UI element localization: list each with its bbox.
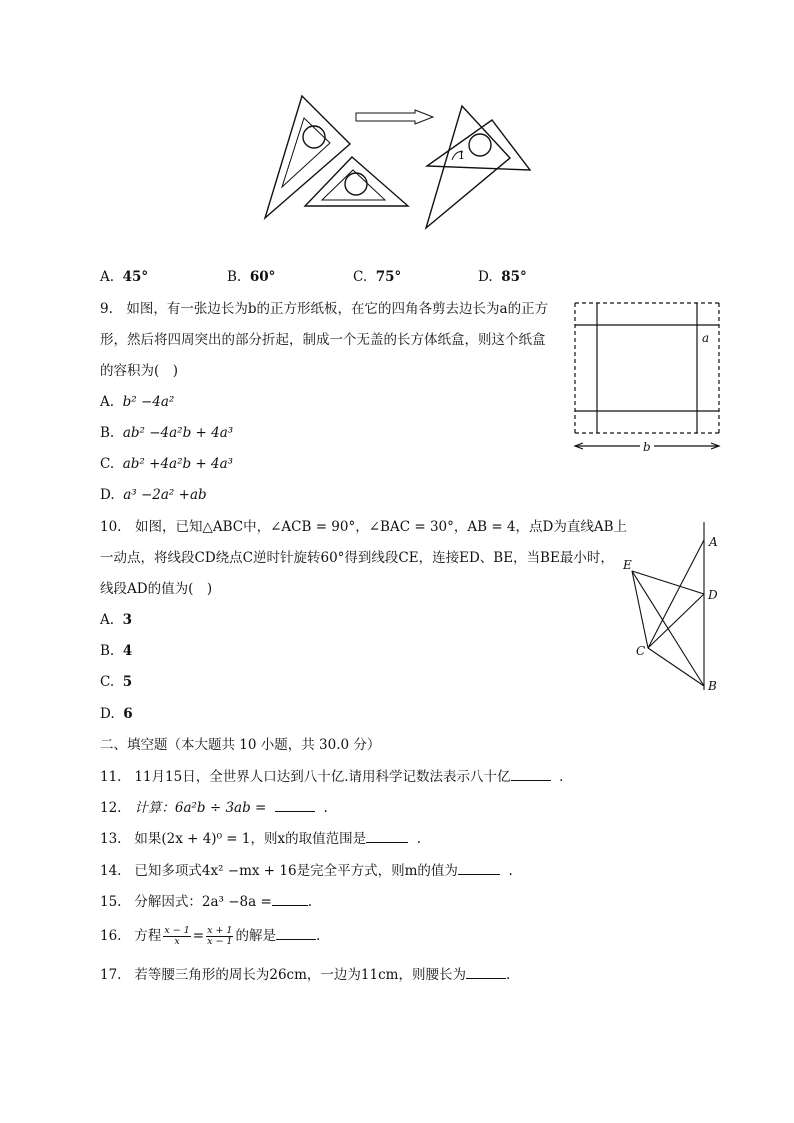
q10-option-c[interactable] [100,673,132,691]
label-D: D [708,588,718,602]
option-letter: C. [353,269,368,285]
denominator: x − 1 [207,936,233,947]
question-text: 计算：6a²b ÷ 3ab = [134,800,267,816]
period: . [505,967,511,983]
denominator: x [174,936,180,947]
period: . [559,769,564,785]
q10-option-b[interactable] [100,642,132,660]
option-text: 3 [122,612,133,628]
option-text: a³ −2a² +ab [123,487,207,503]
arrow-right-icon [356,110,433,124]
q8-option-a[interactable] [100,268,148,286]
label-B: B [708,679,717,693]
q17 [100,966,510,984]
question-number: 16. [100,928,122,944]
option-letter: B. [100,425,115,441]
q8-figure [255,88,465,233]
option-letter: B. [227,269,242,285]
set-square-middle-hole [345,173,367,195]
question-number: 12. [100,800,122,816]
q9-option-d[interactable] [100,486,207,504]
q11 [100,768,563,786]
q14 [100,862,513,880]
period: . [416,831,421,847]
set-square-right-2 [427,120,530,170]
fraction-left [163,926,190,947]
angle-label-1: 1 [458,149,465,162]
option-text: ab² −4a²b + 4a³ [122,425,234,441]
option-letter: D. [478,269,493,285]
question-text: 如果(2x + 4)⁰ = 1，则x的取值范围是 [134,831,367,847]
period: . [323,800,328,816]
label-b: b [643,440,651,454]
question-text-pre: 方程 [134,928,162,944]
label-C: C [636,644,646,658]
q9-stem-line3: 的容积为( ) [100,363,179,379]
question-text: 若等腰三角形的周长为26cm，一边为11cm，则腰长为 [134,967,466,983]
question-number: 11. [100,769,122,785]
option-text: 75° [375,269,402,285]
fraction-right [206,926,233,947]
answer-blank[interactable] [458,862,500,875]
question-text: 已知多项式4x² −mx + 16是完全平方式，则m的值为 [134,863,458,879]
option-text: ab² +4a²b + 4a³ [122,456,234,472]
answer-blank[interactable] [366,830,408,843]
option-letter: C. [100,674,115,690]
question-text: 分解因式：2a³ −8a = [134,894,272,910]
set-square-right-hole [469,134,491,156]
q10-option-a[interactable] [100,611,132,629]
q9-option-a[interactable] [100,393,174,411]
answer-blank[interactable] [466,966,506,979]
q9-figure [570,298,725,458]
option-letter: B. [100,643,115,659]
option-text: 4 [122,643,133,659]
q10-figure [618,518,724,700]
q13 [100,830,421,848]
option-text: 6 [123,706,133,722]
option-letter: C. [100,456,115,472]
q9-option-c[interactable] [100,455,233,473]
option-text: 60° [249,269,276,285]
q10-stem-line2: 一动点，将线段CD绕点C逆时针旋转60°得到线段CE，连接ED、BE，当BE最小时， [100,550,614,566]
q9-stem-line1: 9. 如图，有一张边长为b的正方形纸板，在它的四角各剪去边长为a的正方 [100,301,549,317]
q10-stem-line1: 10. 如图，已知△ABC中，∠ACB = 90°，∠BAC = 30°，AB = 4，点D为直线AB上 [100,519,628,535]
question-text-post: 的解是 [235,928,276,944]
label-E: E [623,558,632,572]
q8-option-c[interactable] [353,268,401,286]
equals-sign: = [192,928,205,944]
section-heading: 二、填空题（本大题共 10 小题，共 30.0 分） [100,737,381,753]
q8-option-d[interactable] [478,268,527,286]
option-text: 5 [122,674,133,690]
answer-blank[interactable] [272,893,308,906]
period: . [307,894,313,910]
option-letter: A. [100,394,115,410]
numerator: x − 1 [164,925,190,936]
option-text: 45° [122,269,149,285]
option-letter: D. [100,706,115,722]
q10-option-d[interactable] [100,705,133,723]
numerator: x + 1 [207,925,233,936]
option-text: 85° [501,269,527,285]
q16 [100,926,320,947]
period: . [508,863,513,879]
question-number: 17. [100,967,122,983]
answer-blank[interactable] [276,927,316,940]
option-letter: A. [100,612,115,628]
set-square-middle [305,157,408,206]
answer-blank[interactable] [511,768,551,781]
option-letter: A. [100,269,115,285]
question-number: 14. [100,863,122,879]
period: . [315,928,321,944]
question-text: 11月15日，全世界人口达到八十亿.请用科学记数法表示八十亿 [134,769,511,785]
option-text: b² −4a² [122,394,175,410]
q9-stem-line2: 形，然后将四周突出的部分折起，制成一个无盖的长方体纸盒，则这个纸盒 [100,332,546,348]
set-square-left-hole [303,126,325,148]
q10-stem-line3: 线段AD的值为( ) [100,581,213,597]
label-a: a [702,331,710,345]
question-number: 15. [100,894,122,910]
answer-blank[interactable] [275,799,315,812]
question-number: 13. [100,831,122,847]
q15 [100,893,312,911]
option-letter: D. [100,487,115,503]
q8-option-b[interactable] [227,268,275,286]
q9-option-b[interactable] [100,424,233,442]
label-A: A [709,535,718,549]
q12 [100,799,328,817]
